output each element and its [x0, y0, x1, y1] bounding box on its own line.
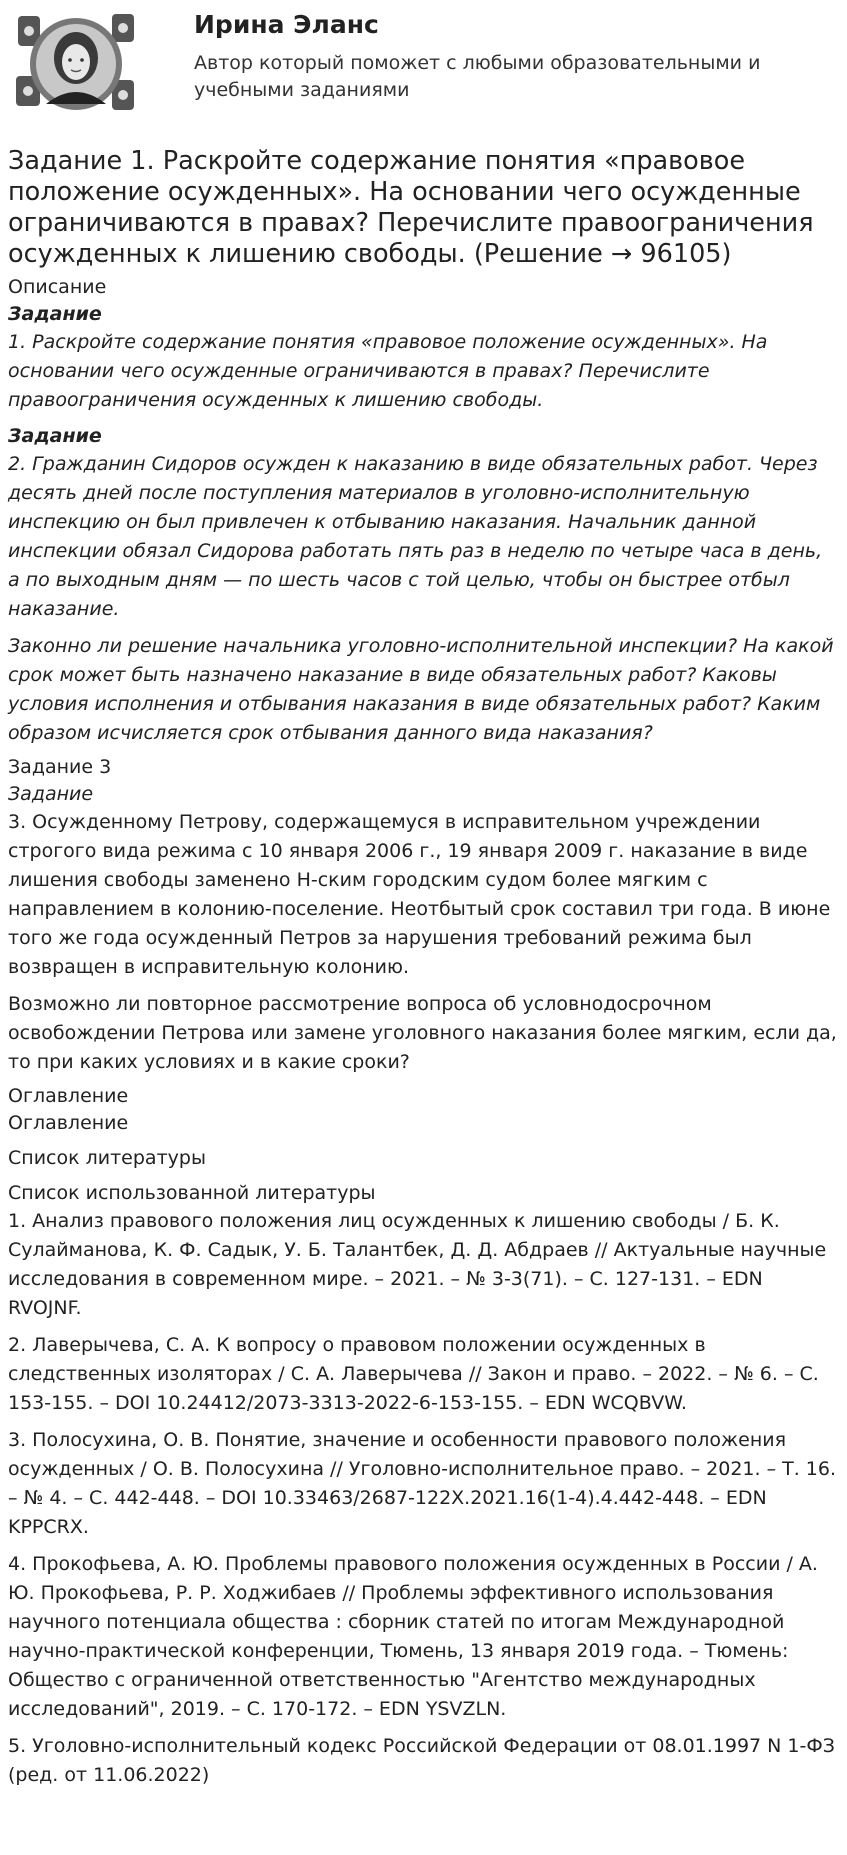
toc-label-2: Оглавление [8, 1112, 129, 1134]
page-title: Задание 1. Раскройте содержание понятия «правовое положение осужденных». На основании чего осужденные ограничиваются в правах? Перечислите правоограничения осужденных к лишению свободы. (Решение → 96105) [8, 146, 814, 269]
author-avatar[interactable] [16, 6, 136, 124]
literature-list [8, 1207, 838, 1790]
task3-heading: Задание [8, 783, 94, 805]
task2-question: Законно ли решение начальника уголовно-исполнительной инспекции? На какой срок может быть назначено наказание в виде обязательных работ? Каковы условия исполнения и отбывания наказания в виде обязательных работ? Каким образом исчисляется срок отбывания данного вида наказания? [8, 635, 834, 744]
description-label: Описание [8, 276, 107, 298]
literature-item: 5. Уголовно-исполнительный кодекс Российской Федерации от 08.01.1997 N 1-ФЗ (ред. от 11.06.2022) [8, 1735, 835, 1786]
literature-item: 1. Анализ правового положения лиц осужденных к лишению свободы / Б. К. Сулайманова, К. Ф. Садык, У. Б. Талантбек, Д. Д. Абдраев // Актуальные научные исследования в современном мире. – 2021. – № 3-3(71). – С. 127-131. – EDN RVOJNF. [8, 1210, 827, 1319]
task1-heading: Задание [8, 303, 102, 325]
literature-item: 4. Прокофьева, А. Ю. Проблемы правового положения осужденных в России / А. Ю. Прокофьева, Р. Р. Ходжибаев // Проблемы эффективного использования научного потенциала общества : сборник статей по итогам Международной научно-практической конференции, Тюмень, 13 января 2019 года. – Тюмень: Общество с ограниченной ответственностью "Агентство международных исследований", 2019. – С. 170-172. – EDN YSVZLN. [8, 1553, 818, 1720]
toc-label-1: Оглавление [8, 1085, 129, 1107]
literature-label: Список литературы [8, 1147, 206, 1169]
task1-text: 1. Раскройте содержание понятия «правовое положение осужденных». На основании чего осужденные ограничиваются в правах? Перечислите правоограничения осужденных к лишению свободы. [8, 331, 768, 411]
task3-text: 3. Осужденному Петрову, содержащемуся в исправительном учреждении строгого вида режима с 10 января 2006 г., 19 января 2009 г. наказание в виде лишения свободы заменено Н-ским городским судом более мягким с направлением в колонию-поселение. Неотбытый срок составил три года. В июне того же года осужденный Петров за нарушения требований режима был возвращен в исправительную колонию. [8, 811, 831, 978]
literature-item: 3. Полосухина, О. В. Понятие, значение и особенности правового положения осужденных / О. В. Полосухина // Уголовно-исполнительное право. – 2021. – Т. 16. – № 4. – С. 442-448. – DOI 10.33463/2687-122X.2021.16(1-4).4.442-448. – EDN KPPCRX. [8, 1429, 837, 1538]
task3-question: Возможно ли повторное рассмотрение вопроса об условнодосрочном освобождении Петрова или замене уголовного наказания более мягким, если да, то при каких условиях и в какие сроки? [8, 993, 837, 1073]
task2-heading: Задание [8, 425, 102, 447]
task3-title: Задание 3 [8, 756, 112, 778]
task2-text: 2. Гражданин Сидоров осужден к наказанию в виде обязательных работ. Через десять дней после поступления материалов в уголовно-исполнительную инспекцию он был привлечен к отбыванию наказания. Начальник данной инспекции обязал Сидорова работать пять раз в неделю по четыре часа в день, а по выходным дням — по шесть часов с той целью, чтобы он быстрее отбыл наказание. [8, 453, 823, 620]
author-description: Автор который поможет с любыми образовательными и учебными заданиями [194, 52, 761, 101]
literature-sublabel: Список использованной литературы [8, 1182, 376, 1204]
literature-item: 2. Лаверычева, С. А. К вопросу о правовом положении осужденных в следственных изоляторах / С. А. Лаверычева // Закон и право. – 2022. – № 6. – С. 153-155. – DOI 10.24412/2073-3313-2022-6-153-155. – EDN WCQBVW. [8, 1334, 819, 1414]
author-name: Ирина Эланс [194, 10, 379, 39]
author-card [8, 0, 839, 130]
